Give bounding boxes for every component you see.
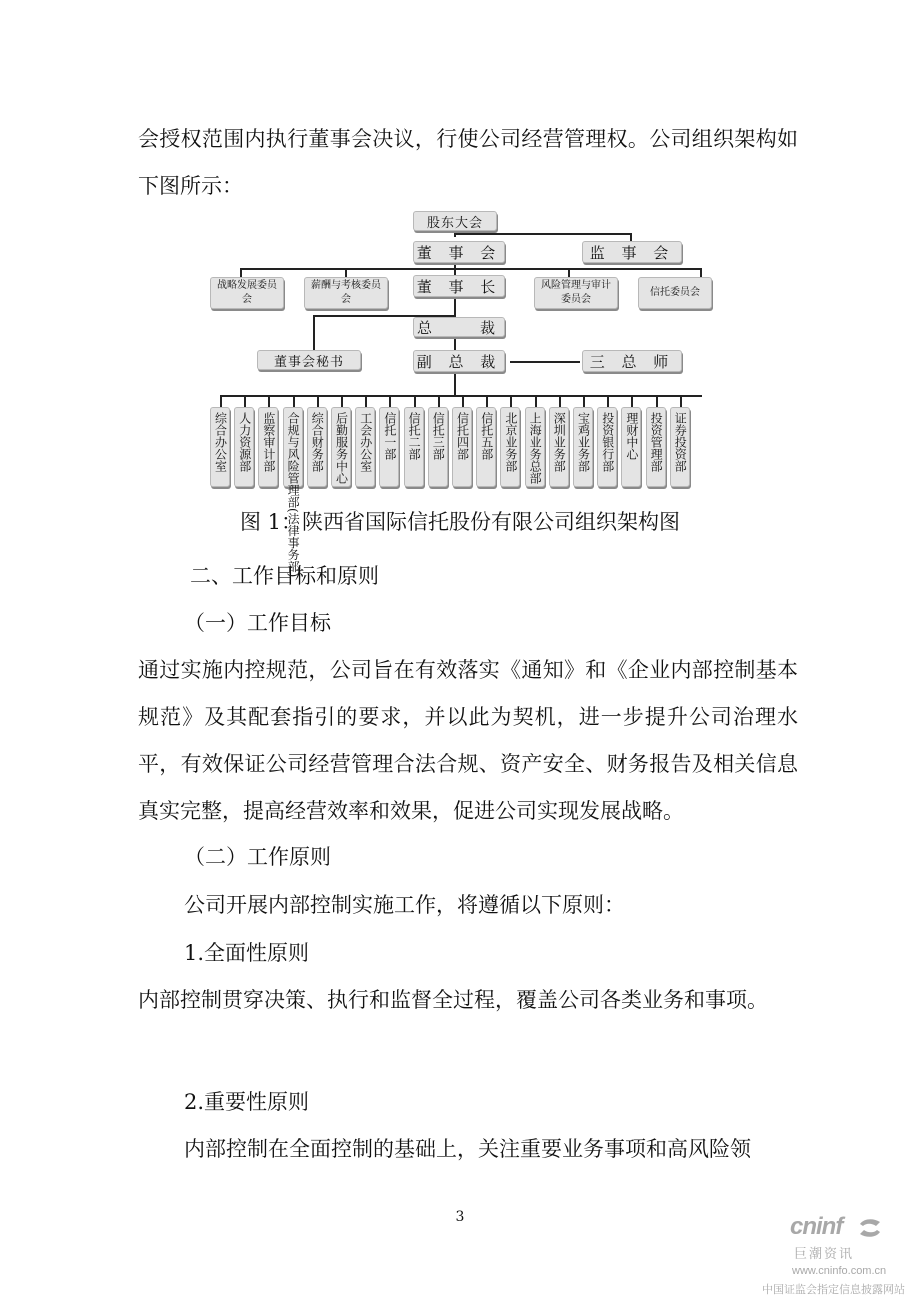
department-box: 合规与风险管理部(法律事务部)	[283, 407, 303, 487]
figure-caption: 图 1：陕西省国际信托股份有限公司组织架构图	[239, 510, 681, 534]
department-connector	[680, 395, 682, 407]
department-connector	[535, 395, 537, 407]
department-connector	[486, 395, 488, 407]
department-connector	[244, 395, 246, 407]
department-connector	[389, 395, 391, 407]
department-box: 理财中心	[621, 407, 641, 487]
cninfo-logo-icon	[856, 1216, 884, 1240]
department-box: 信托四部	[452, 407, 472, 487]
president-box: 总 裁	[413, 317, 505, 337]
department-connector	[293, 395, 295, 407]
department-connector	[583, 395, 585, 407]
chairman-box: 董 事 长	[413, 275, 505, 297]
department-box: 宝鸡业务部	[573, 407, 593, 487]
department-box: 信托五部	[476, 407, 496, 487]
board-of-directors-box: 董 事 会	[413, 241, 505, 263]
intro-paragraph: 会授权范围内执行董事会决议，行使公司经营管理权。公司组织架构如下图所示：	[138, 127, 798, 198]
department-box: 证券投资部	[670, 407, 690, 487]
department-box: 深圳业务部	[549, 407, 569, 487]
committee-box: 风险管理与审计委员会	[534, 277, 618, 309]
principle-2-heading: 2.重要性原则	[184, 1090, 310, 1114]
goal-paragraph: 通过实施内控规范，公司旨在有效落实《通知》和《企业内部控制基本规范》及其配套指引的要求，并以此为契机，进一步提升公司治理水平，有效保证公司经营管理合法合规、资产安全、财务报告及相关信息真实完整，提高经营效率和效果，促进公司实现发展战略。	[138, 658, 798, 823]
principle-1-heading: 1.全面性原则	[184, 941, 310, 965]
department-box: 监察审计部	[258, 407, 278, 487]
department-connector	[607, 395, 609, 407]
connector	[454, 372, 456, 397]
department-box: 信托二部	[404, 407, 424, 487]
department-connector	[559, 395, 561, 407]
department-box: 人力资源部	[234, 407, 254, 487]
department-connector	[438, 395, 440, 407]
connector	[313, 315, 315, 350]
subsection-heading-principles: （二）工作原则	[184, 845, 331, 869]
vice-president-box: 副 总 裁	[413, 350, 505, 372]
committee-box: 信托委员会	[638, 277, 712, 309]
department-box: 投资管理部	[646, 407, 666, 487]
page-number: 3	[455, 1209, 465, 1225]
principle-1-paragraph: 内部控制贯穿决策、执行和监督全过程，覆盖公司各类业务和事项。	[138, 988, 768, 1012]
section-heading: 二、工作目标和原则	[190, 564, 379, 588]
department-connector	[220, 395, 222, 407]
watermark-url: www.cninfo.com.cn	[792, 1265, 887, 1277]
department-connector	[341, 395, 343, 407]
principle-2-paragraph: 内部控制在全面控制的基础上，关注重要业务事项和高风险领	[184, 1137, 751, 1161]
department-box: 北京业务部	[500, 407, 520, 487]
supervisory-board-box: 监 事 会	[582, 241, 682, 263]
department-connector	[365, 395, 367, 407]
department-box: 信托三部	[428, 407, 448, 487]
connector	[510, 361, 580, 363]
department-connector	[414, 395, 416, 407]
connector	[240, 268, 700, 270]
department-box: 工会办公室	[355, 407, 375, 487]
department-connector	[631, 395, 633, 407]
department-connector	[510, 395, 512, 407]
principle-intro: 公司开展内部控制实施工作，将遵循以下原则：	[184, 893, 625, 917]
department-connector	[462, 395, 464, 407]
department-box: 投资银行部	[597, 407, 617, 487]
department-box: 后勤服务中心	[331, 407, 351, 487]
watermark-brand: cninf	[790, 1213, 843, 1240]
department-box: 综合办公室	[210, 407, 230, 487]
subsection-heading-goal: （一）工作目标	[184, 611, 331, 635]
department-connector	[656, 395, 658, 407]
department-connector	[317, 395, 319, 407]
board-secretary-box: 董事会秘书	[257, 350, 361, 370]
connector	[454, 233, 630, 235]
department-box: 综合财务部	[307, 407, 327, 487]
three-chiefs-box: 三 总 师	[582, 350, 682, 372]
department-box: 上海业务总部	[525, 407, 545, 487]
committee-box: 薪酬与考核委员会	[304, 277, 388, 309]
cninfo-watermark	[760, 1213, 920, 1301]
committee-box: 战略发展委员会	[210, 277, 284, 309]
department-box: 信托一部	[379, 407, 399, 487]
watermark-chinese: 巨潮资讯	[794, 1246, 855, 1261]
department-connector	[268, 395, 270, 407]
shareholders-meeting-box: 股东大会	[413, 211, 497, 231]
connector	[630, 233, 632, 241]
watermark-org: 中国证监会指定信息披露网站	[762, 1284, 905, 1296]
